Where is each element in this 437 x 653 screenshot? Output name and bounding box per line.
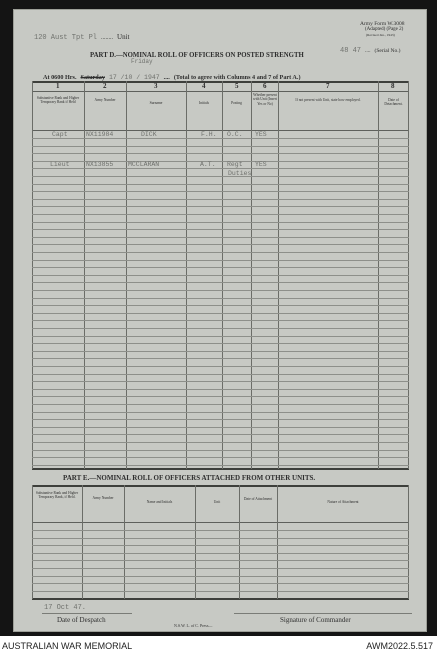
ruled-line [32,336,409,337]
ruled-line [32,153,409,154]
ruled-line [32,305,409,306]
row1-posting: O.C. [227,131,243,138]
col-num-6: 6 [263,82,267,90]
row2-initials: A.T. [200,161,216,168]
row2-surname: MCCLARAN [128,161,160,168]
unit-label: Unit [117,33,130,41]
row1-number: NX11984 [86,131,114,138]
col-num-5: 5 [235,82,239,90]
col-num-1: 1 [56,82,60,90]
ruled-line [32,206,409,207]
ruled-line [32,530,409,531]
form-page [13,9,427,632]
ruled-line [32,568,409,569]
col-num-3: 3 [154,82,158,90]
ruled-line [32,313,409,314]
header-detachment-date: Date of Detachment. [384,98,403,107]
header-initials: Initials [199,101,209,105]
ruled-line [32,465,409,466]
ruled-line [32,222,409,223]
header-posting: Posting [231,101,242,105]
part-d-title: PART D.—NOMINAL ROLL OF OFFICERS ON POSTED STRENGTH [90,52,304,59]
ruled-line [32,538,409,539]
col-num-4: 4 [202,82,206,90]
row2-posting: Regt [227,161,243,168]
part-e-title: PART E.—NOMINAL ROLL OF OFFICERS ATTACHED FROM OTHER UNITS. [63,474,316,482]
ruled-line [32,457,409,458]
e-header-name: Name and Initials [146,500,173,504]
ruled-line [32,591,409,592]
date-line: At 0600 Hrs. Saturday 17 /10 / 1947 .... (Total to agree with Columns 4 and 7 of Part A.) [43,74,301,81]
e-header-rank: Substantive Rank and Higher Temporary Rank, if Held. [35,491,79,500]
caption-bar [0,636,437,653]
ruled-line [32,381,409,382]
ruled-line [32,184,409,185]
col-num-7: 7 [326,82,330,90]
ruled-line [32,412,409,413]
row2-rank: Lieut [50,161,70,168]
total-note: (Total to agree with Columns 4 and 7 of Part A.) [173,74,301,81]
ruled-line [32,442,409,443]
ruled-line [32,328,409,329]
unit-line: 120 Aust Tpt Pl ........ Unit [34,33,130,42]
ruled-line [32,244,409,245]
commander-signature-label: Signature of Commander [280,616,351,624]
ruled-line [32,351,409,352]
row1-initials: F.H. [201,131,217,138]
row2-posting-line2: Duties [228,170,252,177]
row1-rank: Capt [52,131,68,138]
serial-label: (Serial No.) [374,48,401,54]
ruled-line [32,396,409,397]
ruled-line [32,275,409,276]
e-header-nature: Nature of Attachment [327,500,359,504]
date-typed: 17 /10 / 1947 [108,74,160,81]
ruled-line [32,298,409,299]
header-army-number: Army Number [94,98,116,102]
ruled-line [32,320,409,321]
at-hours: At 0600 Hrs. [43,74,77,81]
header-surname: Surname [149,101,163,105]
ruled-line [32,260,409,261]
col-num-2: 2 [103,82,107,90]
ruled-line [32,358,409,359]
ruled-line [32,229,409,230]
ruled-line [32,450,409,451]
ruled-line [32,366,409,367]
ruled-line [32,583,409,584]
row1-present: YES [255,131,267,138]
ruled-line [32,434,409,435]
ruled-line [32,374,409,375]
row1-surname: DICK [141,131,157,138]
ruled-line [32,199,409,200]
e-header-attachment-date: Date of Attachment [243,497,273,501]
ruled-line [32,168,409,169]
row2-present: YES [255,161,267,168]
ruled-line [32,419,409,420]
ruled-line [32,267,409,268]
day-printed: Saturday [80,74,105,81]
ruled-line [32,214,409,215]
ruled-line [32,389,409,390]
ruled-line [32,191,409,192]
ruled-line [32,545,409,546]
ruled-line [32,176,409,177]
day-typed: Friday [131,58,153,65]
row2-number: NX13855 [86,161,114,168]
ruled-line [32,252,409,253]
ruled-line [32,343,409,344]
ruled-line [32,282,409,283]
header-rank: Substantive Rank and Higher Temporary Rank if Held [36,96,80,105]
serial-line: 48 47 .... (Serial No.) [340,47,401,55]
despatch-date-label: Date of Despatch [57,616,106,624]
ruled-line [32,553,409,554]
despatch-date-value: 17 Oct 47. [44,604,87,612]
header-employment: If not present with Unit, state how employed. [295,98,361,102]
printer-imprint: N.S.W. L. of C. Press— [174,623,213,628]
ruled-line [32,560,409,561]
ruled-line [32,576,409,577]
ruled-line [32,427,409,428]
caption-left: AUSTRALIAN WAR MEMORIAL [2,641,133,651]
e-header-unit: Unit [213,500,221,504]
unit-value: 120 Aust Tpt Pl [34,34,98,42]
ruled-line [32,138,409,139]
ruled-line [32,146,409,147]
ruled-line [32,290,409,291]
caption-right: AWM2022.5.517 [366,641,433,651]
serial-value: 48 47 [340,47,362,55]
header-present: Whether present with Unit (Insert Yes or No) [253,93,277,106]
form-number: Army Form W.3008 [360,21,405,27]
form-revised: (Revised Jan., 1943) [366,33,395,37]
form-adapted: (Adapted) (Page 2) [365,27,404,32]
ruled-line [32,404,409,405]
col-num-8: 8 [391,82,395,90]
e-header-army-number: Army Number [92,496,114,500]
ruled-line [32,237,409,238]
